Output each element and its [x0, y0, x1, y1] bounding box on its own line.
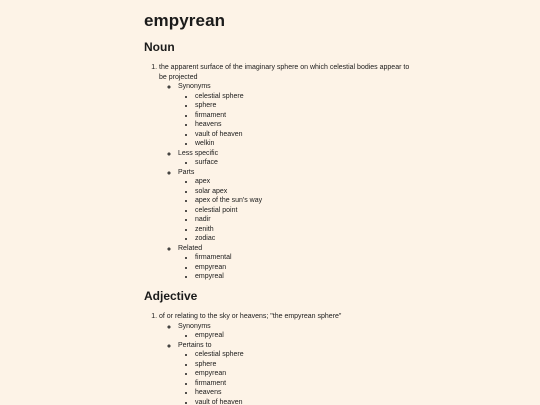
term-item	[195, 350, 414, 360]
term-item	[195, 139, 414, 149]
term-text: celestial point	[195, 206, 238, 214]
sense-list-noun	[144, 63, 414, 282]
term-item	[195, 215, 414, 225]
term-text: firmamental	[195, 254, 232, 261]
term-item	[195, 234, 414, 244]
term-item	[195, 206, 414, 216]
relation-group-label: Synonyms	[178, 322, 211, 330]
term-text: apex	[195, 178, 211, 185]
term-list	[178, 331, 414, 341]
relation-group-list	[159, 82, 414, 282]
relation-group-label: Parts	[178, 168, 195, 176]
relation-group-less-specific	[178, 149, 414, 168]
relation-group-label: Less specific	[178, 149, 219, 157]
sense-definition: the apparent surface of the imaginary sphere on which celestial bodies appear to be projected	[159, 64, 410, 81]
term-text: solar apex	[195, 187, 228, 195]
term-list	[178, 158, 414, 168]
relation-group-pertains-to	[178, 341, 414, 405]
term-list	[178, 177, 414, 244]
term-item	[195, 120, 414, 130]
term-item	[195, 379, 414, 389]
term-text: apex of the sun's way	[195, 197, 263, 204]
term-item	[195, 263, 414, 273]
term-item	[195, 92, 414, 102]
sense-item	[159, 63, 414, 282]
relation-group-label: Pertains to	[178, 341, 212, 349]
term-item	[195, 130, 414, 140]
term-text: sphere	[195, 360, 217, 368]
relation-group-parts	[178, 168, 414, 244]
relation-group-synonyms	[178, 82, 414, 149]
relation-group-label: Related	[178, 244, 203, 252]
term-text: empyreal	[195, 332, 224, 339]
term-text: vault of heaven	[195, 130, 243, 138]
term-text: celestial sphere	[195, 92, 244, 100]
relation-group-list	[159, 322, 414, 405]
term-text: sphere	[195, 102, 217, 109]
term-text: surface	[195, 159, 218, 166]
term-item	[195, 388, 414, 398]
term-item	[195, 177, 414, 187]
term-text: empyreal	[195, 273, 224, 280]
relation-group-synonyms	[178, 322, 414, 341]
section-heading-noun: Noun	[144, 40, 175, 54]
term-item	[195, 331, 414, 341]
term-item	[195, 253, 414, 263]
term-text: nadir	[195, 216, 211, 223]
term-text: heavens	[195, 389, 222, 396]
relation-group-label: Synonyms	[178, 83, 211, 90]
term-list	[178, 253, 414, 282]
term-text: zenith	[195, 225, 214, 233]
term-text: heavens	[195, 121, 222, 128]
section-heading-adjective: Adjective	[144, 289, 198, 303]
term-item	[195, 272, 414, 282]
term-text: welkin	[195, 140, 215, 147]
term-text: empyrean	[195, 263, 227, 271]
term-item	[195, 111, 414, 121]
term-text: firmament	[195, 379, 227, 387]
sense-definition: of or relating to the sky or heavens; "the empyrean sphere"	[159, 313, 342, 320]
relation-group-related	[178, 244, 414, 282]
term-text: firmament	[195, 111, 227, 119]
term-text: zodiac	[195, 235, 216, 242]
term-list	[178, 92, 414, 149]
sense-item	[159, 312, 414, 405]
term-text: celestial sphere	[195, 351, 244, 358]
page-title: empyrean	[144, 11, 226, 30]
term-item	[195, 101, 414, 111]
term-item	[195, 360, 414, 370]
term-text: empyrean	[195, 370, 227, 377]
term-item	[195, 369, 414, 379]
term-item	[195, 225, 414, 235]
sense-list-adjective	[144, 312, 414, 405]
term-list	[178, 350, 414, 405]
term-item	[195, 196, 414, 206]
term-item	[195, 158, 414, 168]
term-item	[195, 187, 414, 197]
term-item	[195, 398, 414, 405]
term-text: vault of heaven	[195, 398, 243, 405]
